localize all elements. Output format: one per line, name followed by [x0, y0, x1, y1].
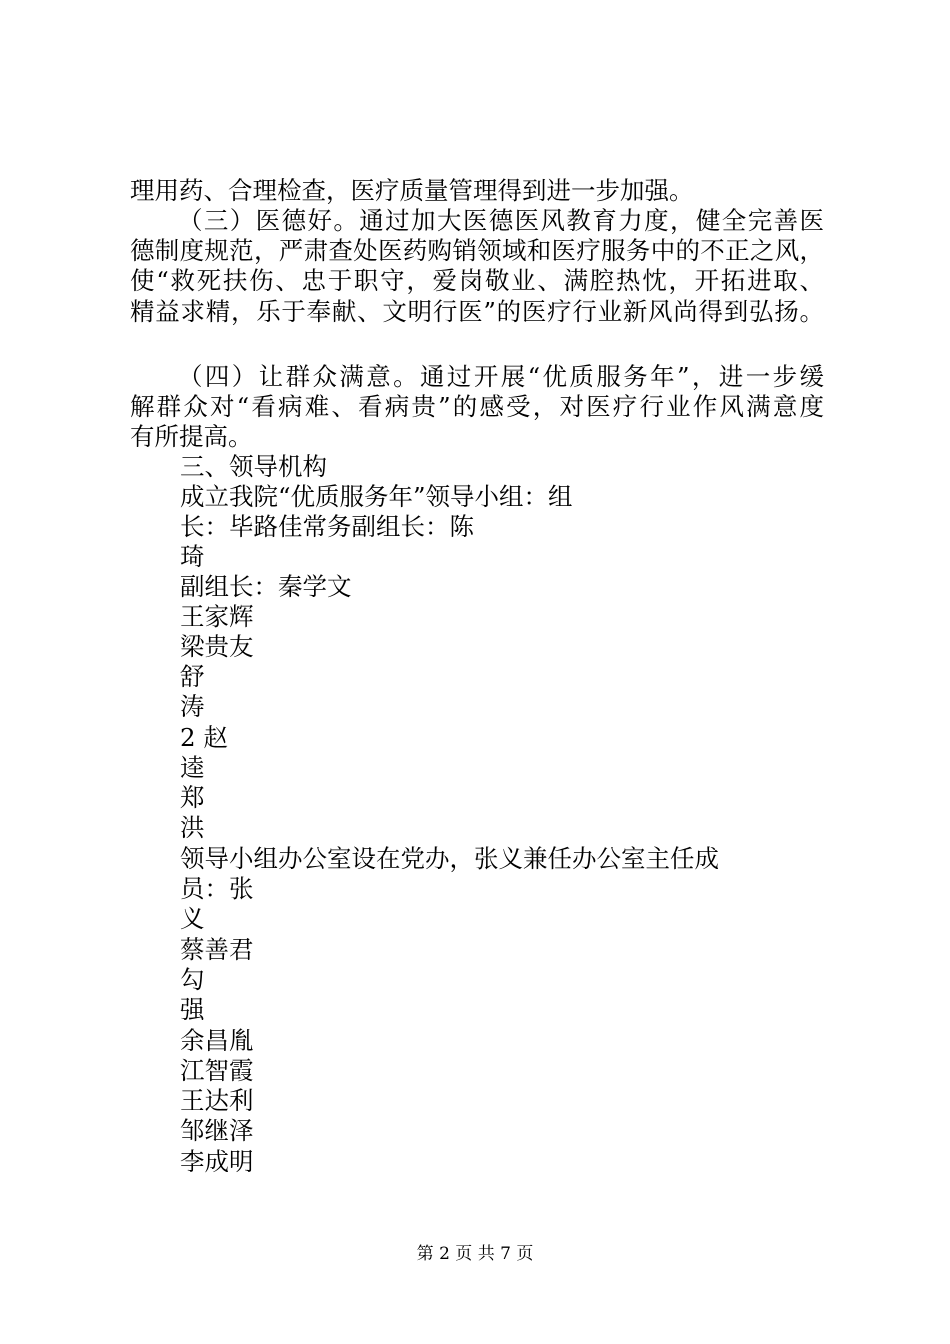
body-text-line: 长：毕路佳常务副组长：陈 [180, 512, 474, 541]
name-line: 副组长：秦学文 [180, 572, 352, 601]
body-text-line: 解群众对“看病难、看病贵”的感受，对医疗行业作风满意度 [130, 392, 824, 421]
name-line: 李成明 [180, 1147, 254, 1176]
name-line: 舒 [180, 662, 205, 691]
name-line: 邹继泽 [180, 1116, 254, 1145]
page-number-footer: 第 2 页 共 7 页 [416, 1244, 534, 1264]
name-line: 江智霞 [180, 1056, 254, 1085]
paragraph-san-line: （三）医德好。通过加大医德医风教育力度，健全完善医 [178, 206, 824, 235]
body-text-line: 有所提高。 [130, 422, 253, 451]
paragraph-si-line: （四）让群众满意。通过开展“优质服务年”，进一步缓 [178, 362, 824, 391]
body-text-line: 使“救死扶伤、忠于职守，爱岗敬业、满腔热忱，开拓进取、 [130, 266, 824, 295]
name-line: 王家辉 [180, 602, 254, 631]
name-line: 余昌胤 [180, 1026, 254, 1055]
name-line: 洪 [180, 813, 205, 842]
name-line: 王达利 [180, 1086, 254, 1115]
name-line: 琦 [180, 542, 205, 571]
name-line: 郑 [180, 783, 205, 812]
body-text-line: 理用药、合理检查，医疗质量管理得到进一步加强。 [130, 176, 694, 205]
name-line: 员：张 [180, 874, 254, 903]
body-text-line: 成立我院“优质服务年”领导小组：组 [180, 482, 573, 511]
section-heading: 三、领导机构 [180, 452, 327, 481]
name-line: 蔡善君 [180, 935, 254, 964]
name-line: 涛 [180, 692, 205, 721]
name-line: 强 [180, 995, 205, 1024]
name-line: 勾 [180, 965, 205, 994]
name-line: 义 [180, 904, 205, 933]
name-line: 2 赵 [180, 723, 228, 752]
name-line: 梁贵友 [180, 632, 254, 661]
body-text-line: 领导小组办公室设在党办，张义兼任办公室主任成 [180, 844, 719, 873]
body-text-line: 德制度规范，严肃查处医药购销领域和医疗服务中的不正之风， [130, 236, 824, 265]
name-line: 逵 [180, 753, 205, 782]
body-text-line: 精益求精，乐于奉献、文明行医”的医疗行业新风尚得到弘扬。 [130, 297, 824, 326]
